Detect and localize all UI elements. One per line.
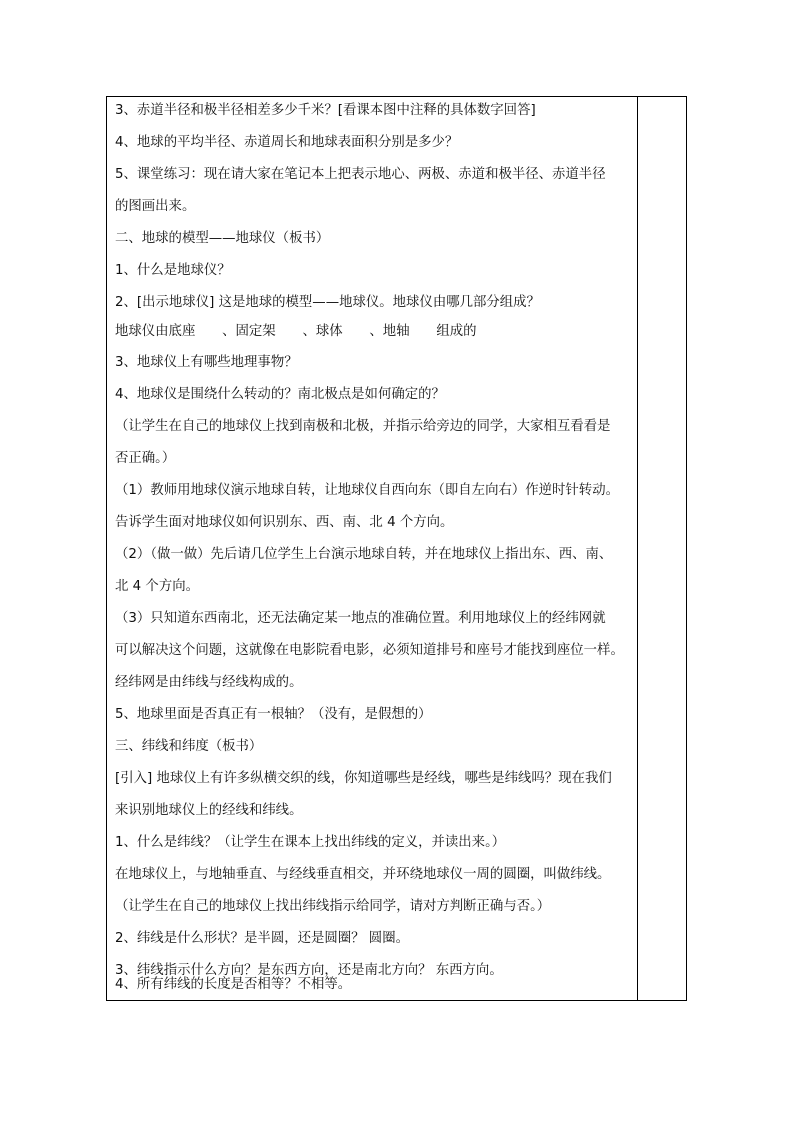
text-line: （让学生在自己的地球仪上找出纬线指示给同学，请对方判断正确与否。） bbox=[115, 899, 551, 914]
text-line: 4、所有纬线的长度是否相等？不相等。 bbox=[115, 977, 352, 992]
text-line: 否正确。） bbox=[115, 451, 176, 466]
text-line: [引入] 地球仪上有许多纵横交织的线，你知道哪些是经线，哪些是纬线吗？现在我们 bbox=[115, 771, 612, 786]
text-line: （让学生在自己的地球仪上找到南极和北极，并指示给旁边的同学，大家相互看看是 bbox=[115, 419, 611, 434]
text-line: 告诉学生面对地球仪如何识别东、西、南、北 4 个方向。 bbox=[115, 515, 454, 530]
section-heading: 三、纬线和纬度（板书） bbox=[115, 739, 263, 754]
text-line: 5、课堂练习：现在请大家在笔记本上把表示地心、两极、赤道和极半径、赤道半径 bbox=[115, 167, 606, 182]
lesson-table bbox=[106, 96, 687, 1001]
text-line: （1）教师用地球仪演示地球自转，让地球仪自西向东（即自左向右）作逆时针转动。 bbox=[115, 483, 619, 498]
text-line: 5、地球里面是否真正有一根轴？（没有，是假想的） bbox=[115, 707, 432, 722]
lesson-content-cell bbox=[115, 97, 633, 1000]
text-line: （2）（做一做）先后请几位学生上台演示地球自转，并在地球仪上指出东、西、南、 bbox=[115, 547, 613, 562]
text-line: 北 4 个方向。 bbox=[115, 579, 199, 594]
text-line: 3、纬线指示什么方向？是东西方向，还是南北方向？ 东西方向。 bbox=[115, 963, 503, 978]
text-line: 4、地球仪是围绕什么转动的？南北极点是如何确定的？ bbox=[115, 387, 445, 402]
text-line: 2、纬线是什么形状？是半圆，还是圆圈？ 圆圈。 bbox=[115, 931, 409, 946]
text-line: 地球仪由底座 、固定架 、球体 、地轴 组成的 bbox=[115, 324, 477, 339]
text-line: 来识别地球仪上的经线和纬线。 bbox=[115, 803, 303, 818]
column-divider bbox=[637, 97, 638, 1000]
text-line: 的图画出来。 bbox=[115, 199, 196, 214]
text-line: 3、赤道半径和极半径相差多少千米？[看课本图中注释的具体数字回答] bbox=[115, 103, 536, 118]
text-line: （3）只知道东西南北，还无法确定某一地点的准确位置。利用地球仪上的经纬网就 bbox=[115, 611, 606, 626]
text-line: 3、地球仪上有哪些地理事物？ bbox=[115, 355, 298, 370]
section-heading: 二、地球的模型——地球仪（板书） bbox=[115, 231, 330, 246]
text-line: 可以解决这个问题，这就像在电影院看电影，必须知道排号和座号才能找到座位一样。 bbox=[115, 643, 624, 658]
text-line: 1、什么是地球仪？ bbox=[115, 263, 231, 278]
text-line: 2、[出示地球仪] 这是地球的模型——地球仪。地球仪由哪几部分组成？ bbox=[115, 295, 540, 310]
text-line: 在地球仪上，与地轴垂直、与经线垂直相交，并环绕地球仪一周的圆圈，叫做纬线。 bbox=[115, 867, 611, 882]
text-line: 经纬网是由纬线与经线构成的。 bbox=[115, 675, 303, 690]
text-line: 4、地球的平均半径、赤道周长和地球表面积分别是多少？ bbox=[115, 135, 459, 150]
text-line: 1、什么是纬线？（让学生在课本上找出纬线的定义，并读出来。） bbox=[115, 835, 506, 850]
